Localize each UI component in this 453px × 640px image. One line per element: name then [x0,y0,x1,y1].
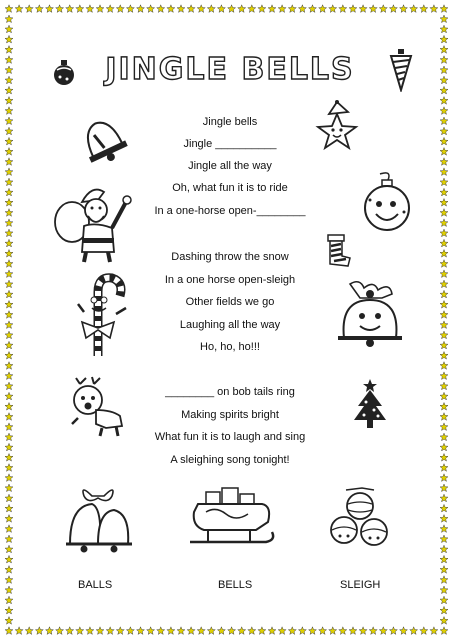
smiley-ornament-icon [362,172,414,234]
border-star [440,515,448,523]
border-star [177,627,185,635]
border-star [5,290,13,298]
border-star [5,97,13,105]
border-star [440,158,448,166]
lyric-line: Jingle __________ [183,138,277,150]
border-star [440,301,448,309]
border-star [5,250,13,258]
border-star [5,413,13,421]
border-star [288,5,296,13]
border-star [5,280,13,288]
border-star [440,596,448,604]
border-star [96,627,104,635]
border-star [440,219,448,227]
border-star [76,5,84,13]
border-star [440,66,448,74]
border-star [440,321,448,329]
border-star [400,5,408,13]
ornament-drop-icon [388,48,414,92]
border-star [147,627,155,635]
border-star [440,403,448,411]
lyric-line: In a one horse open-sleigh [164,274,296,286]
border-star [329,5,337,13]
border-star [5,107,13,115]
border-star [5,545,13,553]
border-star [5,423,13,431]
border-star [5,331,13,339]
border-star [15,627,23,635]
border-star [329,627,337,635]
border-star [5,219,13,227]
border-star [106,5,114,13]
border-star [217,5,225,13]
border-star [177,5,185,13]
border-star [440,239,448,247]
border-star [5,606,13,614]
border-star [5,515,13,523]
border-star [137,627,145,635]
lyric-line: What fun it is to laugh and sing [154,431,306,443]
border-star [5,372,13,380]
lyric-line: Jingle all the way [188,160,272,172]
border-star [106,627,114,635]
border-star [440,423,448,431]
border-star [147,5,155,13]
border-star [5,362,13,370]
border-star [5,504,13,512]
border-star [369,5,377,13]
border-star [56,627,64,635]
border-star [5,586,13,594]
border-star [86,627,94,635]
border-star [207,627,215,635]
border-star [440,209,448,217]
border-star [5,382,13,390]
border-star [5,566,13,574]
border-star [5,46,13,54]
border-star [5,454,13,462]
border-star [440,545,448,553]
border-star [268,627,276,635]
border-star [430,5,438,13]
border-star [197,627,205,635]
lyric-line: A sleighing song tonight! [170,454,290,466]
border-star [5,229,13,237]
border-star [440,56,448,64]
border-star [46,627,54,635]
border-star [5,56,13,64]
border-star [309,5,317,13]
border-star [258,5,266,13]
border-star [5,148,13,156]
border-star [5,341,13,349]
border-star [5,627,13,635]
border-star [369,627,377,635]
border-star [157,627,165,635]
border-star [116,627,124,635]
border-star [5,117,13,125]
border-star [379,5,387,13]
border-star [440,392,448,400]
lyric-line: Jingle bells [202,116,258,128]
border-star [349,627,357,635]
border-star [440,311,448,319]
border-star [440,25,448,33]
border-star [5,474,13,482]
border-star [66,627,74,635]
border-star [5,270,13,278]
border-star [5,392,13,400]
lyric-line: In a one-horse open-________ [154,205,306,217]
stocking-icon [322,234,352,268]
border-star [5,260,13,268]
border-star [5,535,13,543]
border-star [5,494,13,502]
border-star [440,127,448,135]
border-star [359,5,367,13]
border-star [440,260,448,268]
border-star [5,178,13,186]
border-star [5,168,13,176]
reindeer-icon [66,376,128,438]
border-star [238,5,246,13]
border-star [359,627,367,635]
border-star [5,209,13,217]
border-star [116,5,124,13]
lyric-line: ________ on bob tails ring [165,386,295,398]
border-star [440,352,448,360]
border-star [248,5,256,13]
border-star [5,5,13,13]
border-star [440,555,448,563]
border-star [76,627,84,635]
border-star [440,15,448,23]
border-star [137,5,145,13]
border-star [440,566,448,574]
border-star [430,627,438,635]
border-star [96,5,104,13]
border-star [5,555,13,563]
border-star [440,199,448,207]
border-star [35,627,43,635]
border-star [5,25,13,33]
border-star [5,66,13,74]
border-star [15,5,23,13]
border-star [5,15,13,23]
border-star [440,586,448,594]
border-star [440,504,448,512]
border-star [258,627,266,635]
border-star [440,250,448,258]
border-star [440,270,448,278]
border-star [309,627,317,635]
border-star [197,5,205,13]
santa-icon [52,182,134,264]
border-star [288,627,296,635]
border-star [5,188,13,196]
ornament-balls-icon [326,486,392,552]
border-star [440,5,448,13]
border-star [440,484,448,492]
border-star [440,35,448,43]
border-star [5,464,13,472]
border-star [319,627,327,635]
border-star [25,627,33,635]
border-star [5,321,13,329]
border-star [440,525,448,533]
border-star [238,627,246,635]
border-star [5,137,13,145]
border-star [440,86,448,94]
border-star [5,301,13,309]
word-bank-sleigh: SLEIGH [340,579,381,591]
border-star [440,148,448,156]
border-star [440,178,448,186]
border-star [157,5,165,13]
border-star [440,362,448,370]
border-star [440,627,448,635]
border-star [379,627,387,635]
border-star [228,5,236,13]
border-star [268,5,276,13]
lyric-line: Other fields we go [185,296,275,308]
border-star [5,484,13,492]
lyric-line: Dashing throw the snow [171,251,289,263]
border-star [440,413,448,421]
border-star [319,5,327,13]
border-star [5,158,13,166]
border-star [440,535,448,543]
border-star [167,627,175,635]
worksheet-title: JINGLE BELLS [105,51,355,87]
border-star [207,5,215,13]
border-star [389,5,397,13]
border-star [5,35,13,43]
border-star [440,107,448,115]
border-star [440,443,448,451]
border-star [440,290,448,298]
border-star [339,5,347,13]
border-star [5,86,13,94]
border-star [440,76,448,84]
border-star [228,627,236,635]
border-star [440,454,448,462]
border-star [126,627,134,635]
border-star [440,341,448,349]
border-star [440,433,448,441]
border-star [5,76,13,84]
border-star [420,5,428,13]
border-star [248,627,256,635]
lyric-line: Making spirits bright [181,409,279,421]
border-star [298,5,306,13]
border-star [440,168,448,176]
word-bank-bells: BELLS [218,579,253,591]
border-star [5,127,13,135]
border-star [440,117,448,125]
border-star [187,5,195,13]
ornament-ball-icon [50,58,78,88]
border-star [5,352,13,360]
border-star [440,576,448,584]
border-star [5,525,13,533]
border-star [440,280,448,288]
border-star [420,627,428,635]
lyric-line: Oh, what fun it is to ride [172,182,288,194]
border-star [440,494,448,502]
border-star [126,5,134,13]
border-star [339,627,347,635]
border-star [278,627,286,635]
candy-cane-character-icon [76,272,132,362]
border-star [440,617,448,625]
lyric-line: Laughing all the way [179,319,281,331]
border-star [410,627,418,635]
border-star [5,576,13,584]
border-star [349,5,357,13]
border-star [440,188,448,196]
star-character-icon [312,100,362,152]
bells-bow-icon [62,482,136,554]
border-star [440,229,448,237]
border-star [440,464,448,472]
border-star [5,443,13,451]
border-star [440,331,448,339]
border-star [440,382,448,390]
border-star [46,5,54,13]
border-star [187,627,195,635]
border-star [35,5,43,13]
border-star [167,5,175,13]
holly-bell-icon [334,276,410,348]
border-star [56,5,64,13]
border-star [5,311,13,319]
border-star [5,239,13,247]
border-star [298,627,306,635]
border-star [5,199,13,207]
border-star [278,5,286,13]
border-star [410,5,418,13]
border-star [5,403,13,411]
border-star [440,46,448,54]
border-star [440,97,448,105]
border-star [5,617,13,625]
lyric-line: Ho, ho, ho!!! [200,341,260,353]
border-star [440,137,448,145]
word-bank-balls: BALLS [78,579,113,591]
border-star [5,433,13,441]
christmas-tree-icon [352,378,388,430]
border-star [440,474,448,482]
sleigh-icon [186,486,276,552]
border-star [389,627,397,635]
border-star [5,596,13,604]
border-star [86,5,94,13]
border-star [440,606,448,614]
border-star [25,5,33,13]
bell-icon [72,112,132,164]
border-star [400,627,408,635]
border-star [440,372,448,380]
border-star [66,5,74,13]
border-star [217,627,225,635]
